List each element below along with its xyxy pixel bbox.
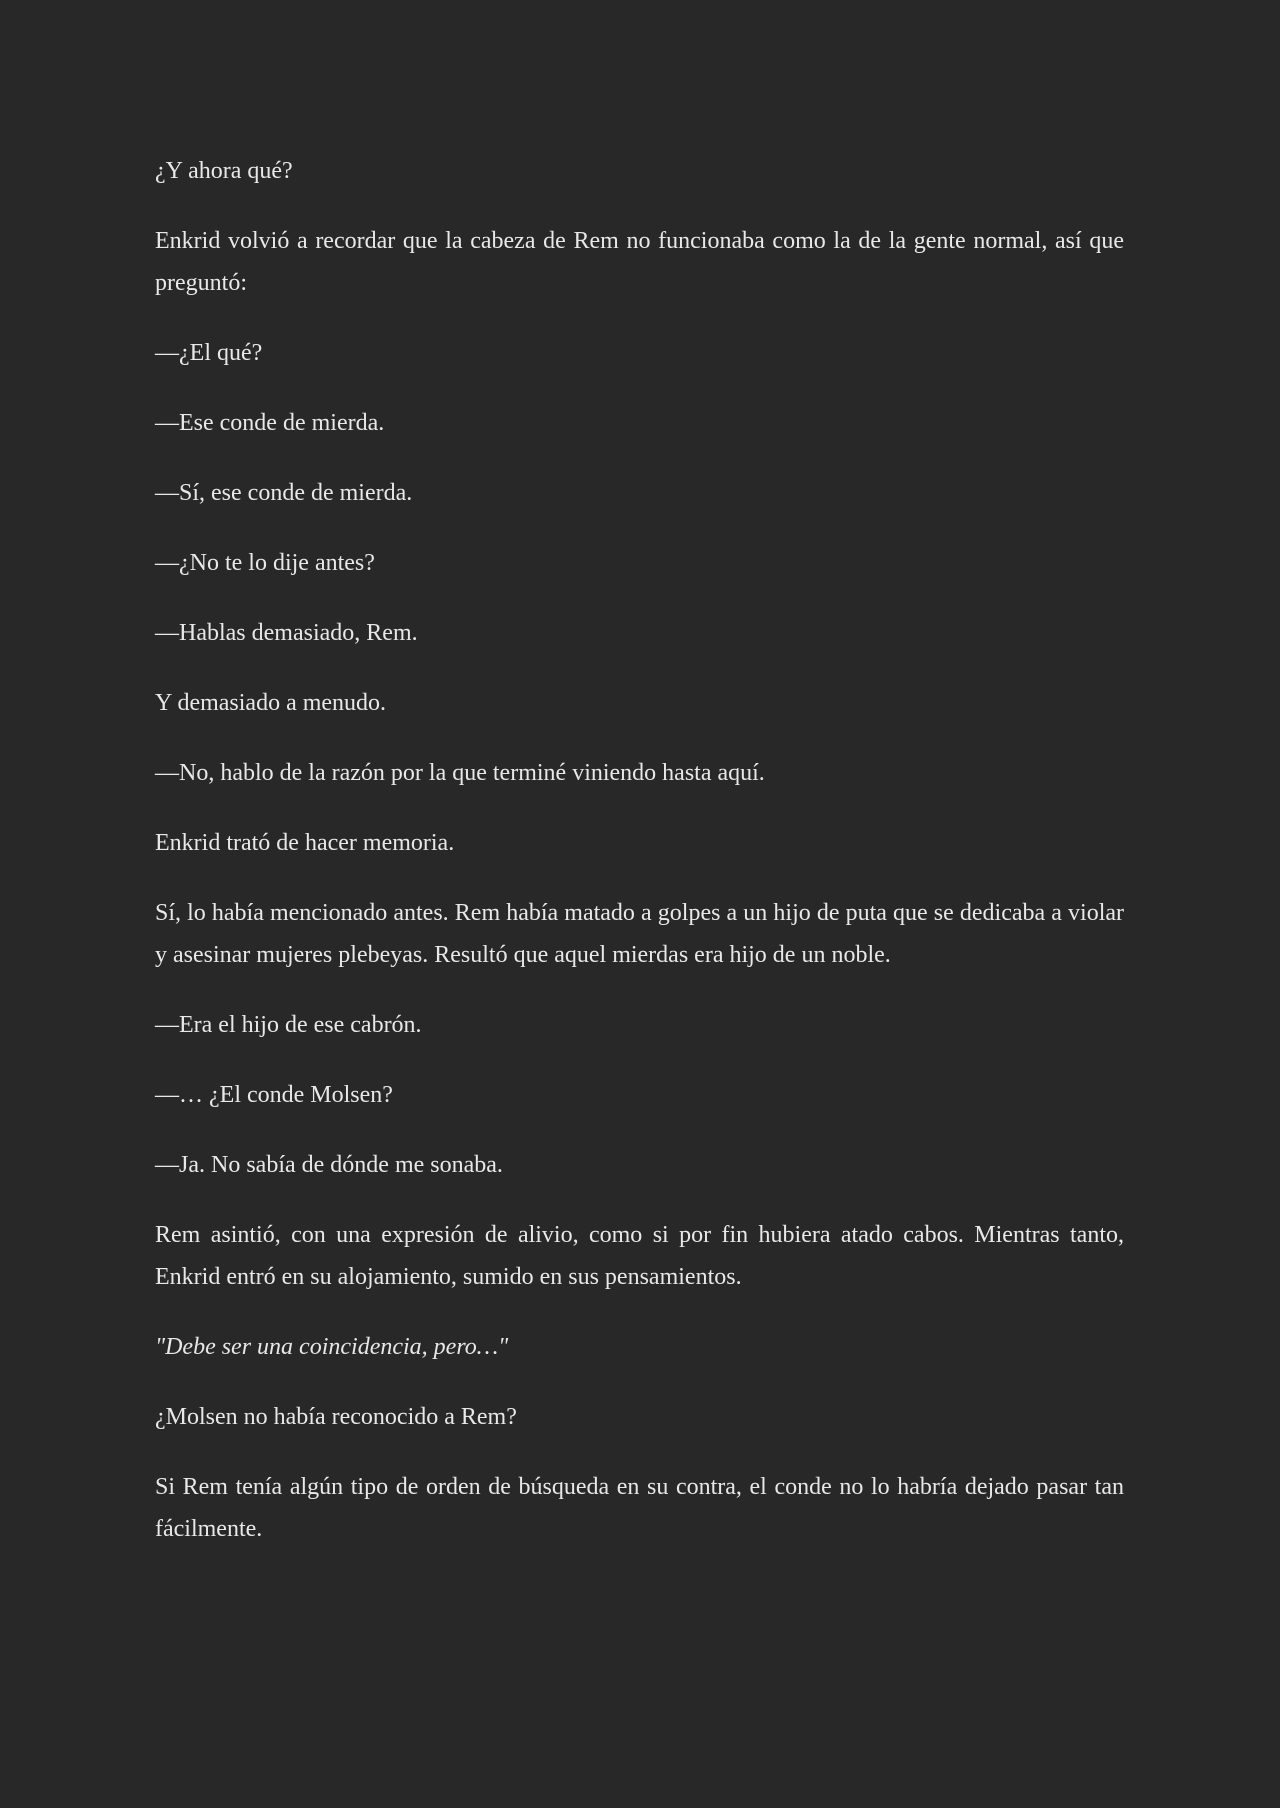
paragraph: Rem asintió, con una expresión de alivio, como si por fin hubiera atado cabos. Mientras tanto, Enkrid entró en su alojamiento, sumido en sus pensamientos.	[155, 1222, 1124, 1290]
paragraph: Enkrid volvió a recordar que la cabeza de Rem no funcionaba como la de la gente normal, así que preguntó:	[155, 228, 1124, 296]
dialogue-line: —Era el hijo de ese cabrón.	[155, 1012, 422, 1038]
paragraph: Enkrid trató de hacer memoria.	[155, 830, 455, 856]
dialogue-line: —¿No te lo dije antes?	[155, 550, 375, 576]
dialogue-line: —Ja. No sabía de dónde me sonaba.	[155, 1152, 503, 1178]
paragraph: Sí, lo había mencionado antes. Rem había matado a golpes a un hijo de puta que se dedicaba a violar y asesinar mujeres plebeyas. Resultó que aquel mierdas era hijo de un noble.	[155, 900, 1124, 968]
dialogue-line: —Ese conde de mierda.	[155, 410, 385, 436]
dialogue-line: —Hablas demasiado, Rem.	[155, 620, 418, 646]
paragraph: ¿Y ahora qué?	[155, 158, 293, 184]
thought-line: "Debe ser una coincidencia, pero…"	[155, 1334, 509, 1360]
dialogue-line: —No, hablo de la razón por la que terminé viniendo hasta aquí.	[155, 760, 765, 786]
dialogue-line: —… ¿El conde Molsen?	[155, 1082, 393, 1108]
document-body	[155, 150, 1124, 1578]
dialogue-line: —¿El qué?	[155, 340, 263, 366]
paragraph: Y demasiado a menudo.	[155, 690, 387, 716]
dialogue-line: —Sí, ese conde de mierda.	[155, 480, 413, 506]
paragraph: ¿Molsen no había reconocido a Rem?	[155, 1404, 517, 1430]
paragraph: Si Rem tenía algún tipo de orden de búsqueda en su contra, el conde no lo habría dejado pasar tan fácilmente.	[155, 1474, 1124, 1542]
